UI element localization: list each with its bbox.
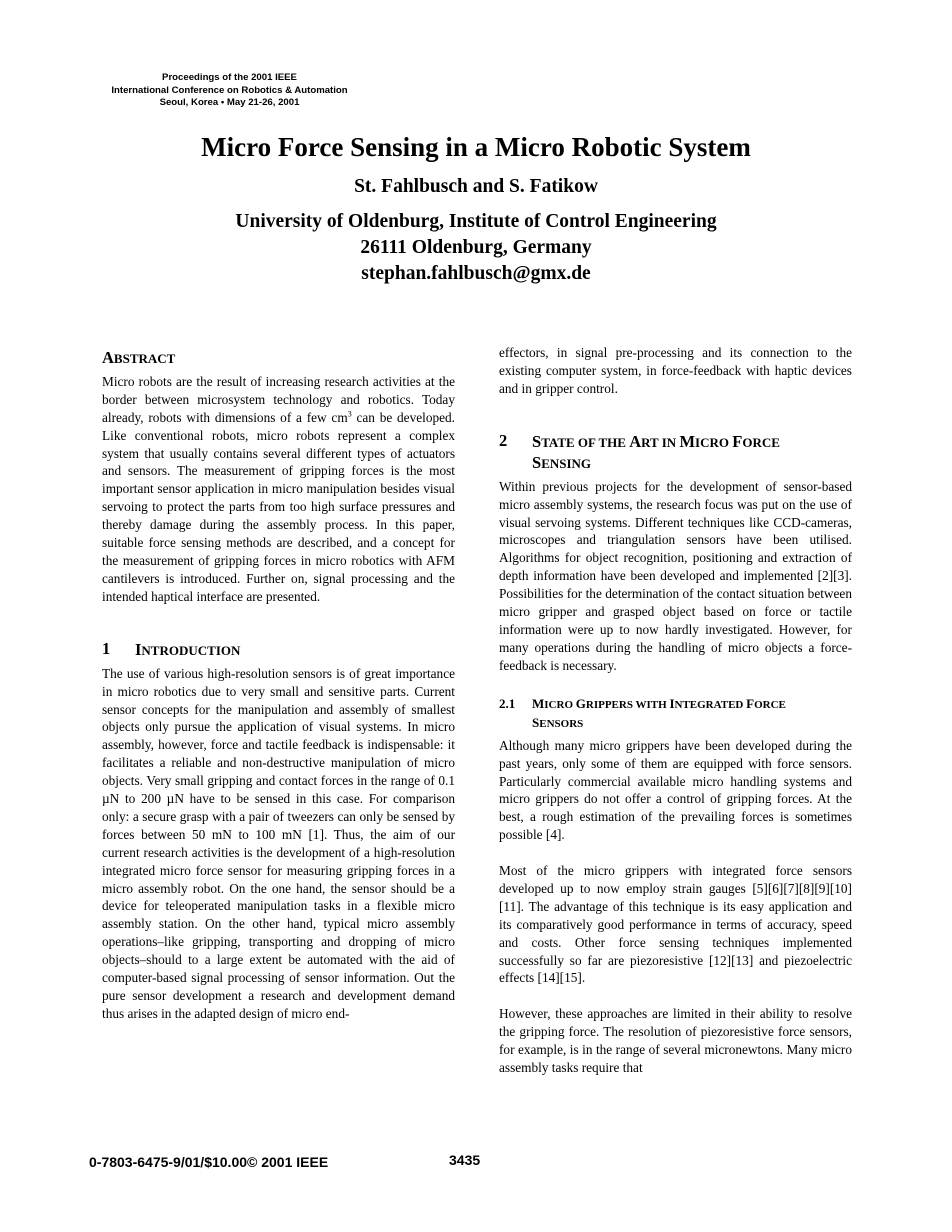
copyright-notice: 0-7803-6475-9/01/$10.00© 2001 IEEE [89,1154,329,1170]
section-1-heading: 1 INTRODUCTION [102,638,241,659]
conference-line-2: International Conference on Robotics & Automation [111,84,348,96]
right-column [499,344,852,1077]
section-2-1-paragraph-3: However, these approaches are limited in their ability to resolve the gripping force. The resolution of piezoresistive force sensors, for example, is in the range of several micronewtons. Many micro assembly tasks require that [499,1006,852,1075]
section-2-1-heading: 2.1 MICRO GRIPPERS WITH INTEGRATED FORCE SENSORS [499,695,786,730]
affiliation [0,209,952,287]
page-number: 3435 [449,1152,481,1168]
section-2-1-paragraph-2: Most of the micro grippers with integrated force sensors developed up to now employ strain gauges [5][6][7][8][9][10][11]. The advantage of this technique is its easy application and its comparatively good performance in terms of accuracy, speed and costs. Other force sensing techniques implemented successfully so far are piezoresistive [12][13] and piezoelectric effects [14][15]. [499,863,852,986]
section-1-text: The use of various high-resolution sensors is of great importance in micro robotics due to very small and sensitive parts. Current sensor concepts for the manipulation and assembly of smallest objects only pursue the application of visual systems. In micro assembly, however, force and tactile feedback is indispensable: it facilitates a reliable and non-destructive manipulation of micro objects. Very small gripping and contact forces in the range of 0.1 µN to 200 µN have to be sensed in this case. For comparison only: a secure grasp with a pair of tweezers can only be sensed by forces between 50 mN to 100 mN [1]. Thus, the aim of our current research activities is the development of a high-resolution integrated micro force sensor for measuring gripping forces in a micro assembly robot. On the one hand, the sensor should be a device for teleoperated manipulation tasks in a flexible micro assembly station. On the other hand, typical micro assembly operations–like gripping, transporting and dropping of micro objects–should to a large extent be automated with the aid of computer-based signal processing of sensor information. Out the pure sensor development a research and development demand thus arises in the adapted design of micro end- [102,665,455,1021]
affiliation-institute: University of Oldenburg, Institute of Control Engineering [235,211,717,232]
paper-authors: St. Fahlbusch and S. Fatikow [354,176,598,197]
paper-title: Micro Force Sensing in a Micro Robotic System [201,132,751,162]
affiliation-address: 26111 Oldenburg, Germany [360,237,592,258]
abstract-heading: ABSTRACT [102,348,176,367]
section-2-text: Within previous projects for the development of sensor-based micro assembly systems, the research focus was put on the use of visual servoing systems. Different techniques like CCD-cameras, microscopes and triangulation sensors have been utilised. Algorithms for object recognition, positioning and extraction of depth information have been developed and implemented [2][3]. Possibilities for the determination of the contact situation between micro gripper and grasped object based on force or tactile information were up to now hardly investigated. However, for many operations during the handling of micro objects a force-feedback is necessary. [499,478,852,673]
section-2-1-paragraph-1: Although many micro grippers have been developed during the past years, only some of them are equipped with force sensors. Particularly commercial available micro handling systems and micro grippers do not offer a control of gripping forces. At the best, a rough estimation of the prevailing forces is sometimes possible [4]. [499,737,852,843]
abstract-text: Micro robots are the result of increasing research activities at the border between microsystem technology and robotics. Today already, robots with dimensions of a few $cm^3$ can be developed. Like conventional robots, micro robots represent a complex system that usually contains several different types of actuators and sensors. The measurement of gripping forces is the most important sensor application in micro manipulation besides visual servoing to protect the parts from too high surface pressures and thereby damage during the assembly process. In this paper, suitable force sensing methods are described, and a concept for the measurement of gripping forces in micro robotics with AFM cantilevers is introduced. Further on, signal processing and the intended haptical interface are presented. [102,373,456,604]
section-1-continued-text: effectors, in signal pre-processing and its connection to the existing computer system, in force-feedback with haptic devices and in gripper control. [499,345,852,396]
left-column [102,349,455,1023]
section-2-heading: 2 STATE OF THE ART IN MICRO FORCE SENSING [499,430,780,472]
conference-header [82,72,377,110]
conference-line-3: Seoul, Korea • May 21-26, 2001 [159,97,300,108]
conference-line-1: Proceedings of the 2001 IEEE [162,72,297,83]
affiliation-email: stephan.fahlbusch@gmx.de [361,263,591,284]
